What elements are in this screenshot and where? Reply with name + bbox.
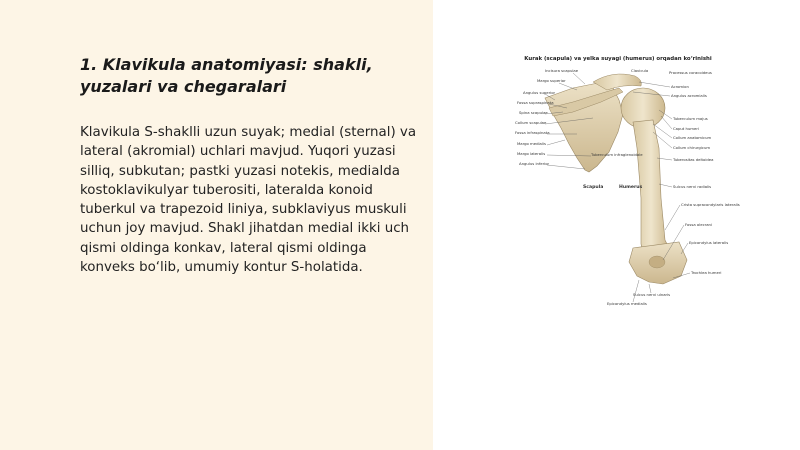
label-collum-chirurgicum: Collum chirurgicum: [673, 145, 711, 150]
figure-title: Kurak (scapula) va yelka suyagi (humerus) orqadan ko‘rinishi: [524, 56, 712, 62]
label-fossa-infraspinata: Fossa infraspinata: [515, 130, 550, 135]
fossa-olecrani-shape: [649, 256, 665, 268]
label-sulcus-nervi-ulnaris: Sulcus nervi ulnaris: [633, 292, 671, 297]
slide-body-text: Klavikula S-shaklli uzun suyak; medial (sternal) va lateral (akromial) uchlari mavjud. Yuqori yuzasi silliq, subkutan; pastki yuzasi notekis, medialda kostoklavikulyar tuberositi, lateralda konoid tuberkul va trapezoid liniya, subklaviyus muskuli uchun joy mavjud. Shakl jihatdan medial ikki uch qismi oldinga konkav, lateral qismi oldinga konveks bo‘lib, umumiy kontur S-holatida.: [80, 125, 417, 276]
label-angulus-inferior: Angulus inferior: [519, 161, 550, 166]
label-tuberculum-majus: Tuberculum majus: [673, 116, 708, 121]
image-panel: [433, 0, 800, 450]
anatomy-figure: [473, 48, 763, 310]
scapula-humerus-illustration: [473, 48, 763, 310]
label-collum-scapulae: Collum scapulae: [515, 120, 547, 125]
label-tuberculum-infraglenoidale: Tuberculum infraglenoidale: [591, 152, 643, 157]
label-margo-medialis: Margo medialis: [517, 141, 546, 146]
label-scapula: Scapula: [583, 185, 604, 190]
label-acromion: Acromion: [671, 84, 689, 89]
label-sulcus-nervi-radialis: Sulcus nervi radialis: [673, 184, 712, 189]
label-epicondylus-lateralis: Epicondylus lateralis: [689, 240, 729, 245]
label-margo-lateralis: Margo lateralis: [517, 151, 546, 156]
label-tuberositas-deltoidea: Tuberositas deltoidea: [673, 157, 714, 162]
label-fossa-olecrani: Fossa olecrani: [685, 222, 713, 227]
label-epicondylus-medialis: Epicondylus medialis: [607, 301, 647, 306]
label-fossa-supraspinata: Fossa supraspinata: [517, 100, 554, 105]
label-margo-superior: Margo superior: [537, 78, 566, 83]
label-clavicula: Clavicula: [631, 68, 649, 73]
label-caput-humeri: Caput humeri: [673, 126, 699, 131]
slide-title: 1. Klavikula anatomiyasi: shakli, yuzalari va chegaralari: [80, 55, 373, 96]
label-spina-scapulae: Spina scapulae: [519, 110, 548, 115]
label-humerus: Humerus: [619, 185, 643, 190]
label-angulus-superior: Angulus superior: [523, 90, 556, 95]
label-crista-supracondylaris: Crista supracondylaris lateralis: [681, 202, 740, 207]
label-trochlea-humeri: Trochlea humeri: [691, 270, 722, 275]
label-processus-coracoideus: Processus coracoideus: [669, 70, 712, 75]
label-angulus-acromialis: Angulus acromialis: [671, 93, 707, 98]
label-collum-anatomicum: Collum anatomicum: [673, 135, 712, 140]
label-incisura-scapulae: Incisura scapulae: [545, 68, 579, 73]
